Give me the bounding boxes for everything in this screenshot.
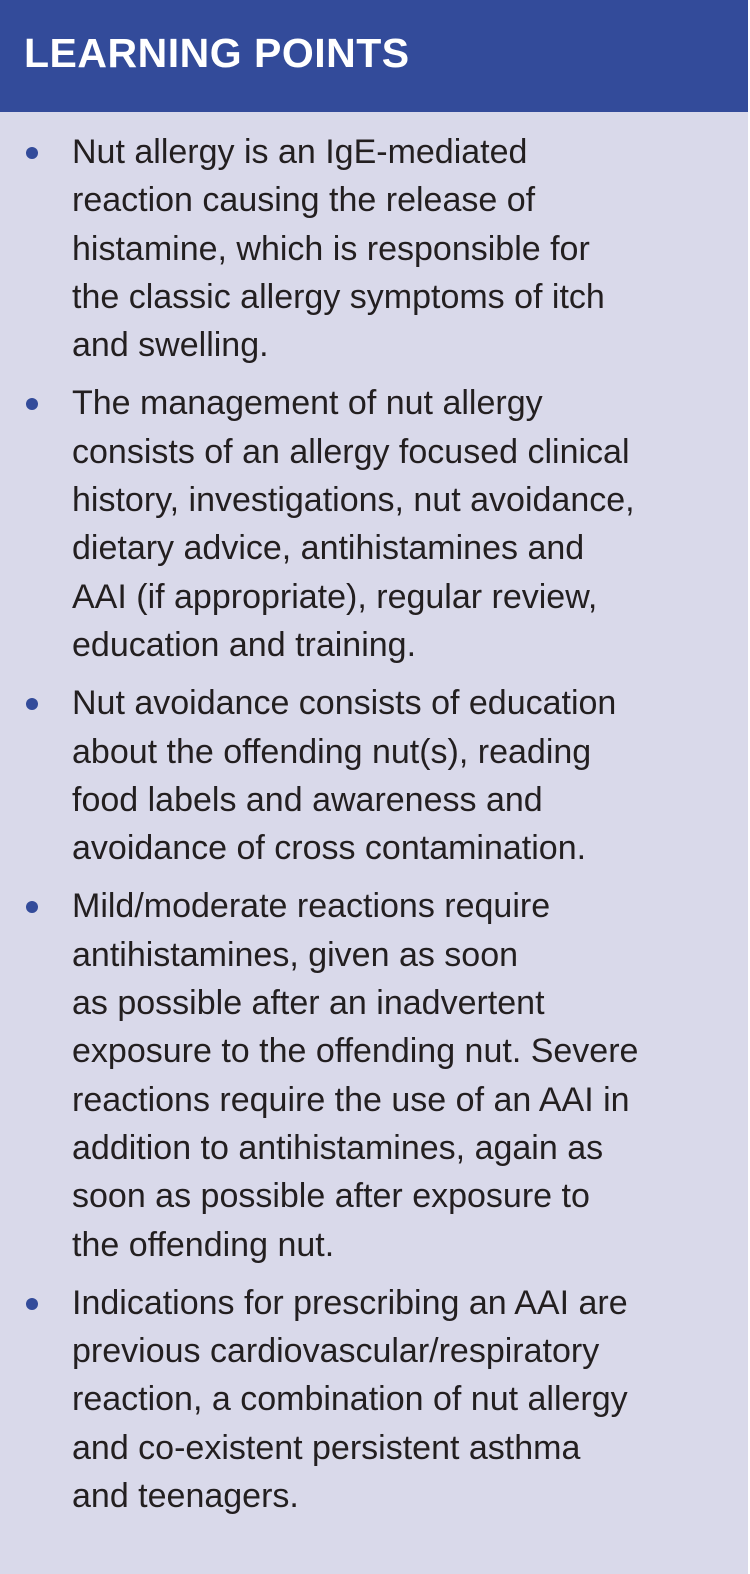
learning-point-text: The management of nut allergy consists of an allergy focused clinical history, investigations, nut avoidance, dietary advice, antihistamines and AAI (if appropriate), regular review, education and training. — [72, 384, 635, 664]
learning-point-text: Indications for prescribing an AAI are previous cardiovascular/respiratory reaction, a combination of nut allergy and co-existent persistent asthma and teenagers. — [72, 1283, 628, 1516]
learning-point-item — [0, 882, 748, 1268]
learning-points-title: LEARNING POINTS — [24, 29, 410, 76]
bullet-icon — [26, 147, 38, 159]
bullet-icon — [26, 1298, 38, 1310]
learning-points-list — [0, 128, 748, 1530]
bullet-icon — [26, 698, 38, 710]
learning-point-text: Nut allergy is an IgE-mediated reaction causing the release of histamine, which is responsible for the classic allergy symptoms of itch and swelling. — [72, 133, 605, 365]
learning-point-item — [0, 1279, 748, 1520]
learning-point-item — [0, 128, 748, 369]
learning-point-text: Nut avoidance consists of education about the offending nut(s), reading food labels and awareness and avoidance of cross contamination. — [72, 684, 617, 868]
learning-point-text: Mild/moderate reactions require antihistamines, given as soon as possible after an inadvertent exposure to the offending nut. Severe reactions require the use of an AAI in addition to antihistamines, again as soon as possible after exposure to the offending nut. — [72, 887, 639, 1264]
bullet-icon — [26, 398, 38, 410]
learning-point-item — [0, 379, 748, 669]
learning-point-item — [0, 679, 748, 872]
bullet-icon — [26, 901, 38, 913]
learning-points-header — [0, 0, 748, 112]
